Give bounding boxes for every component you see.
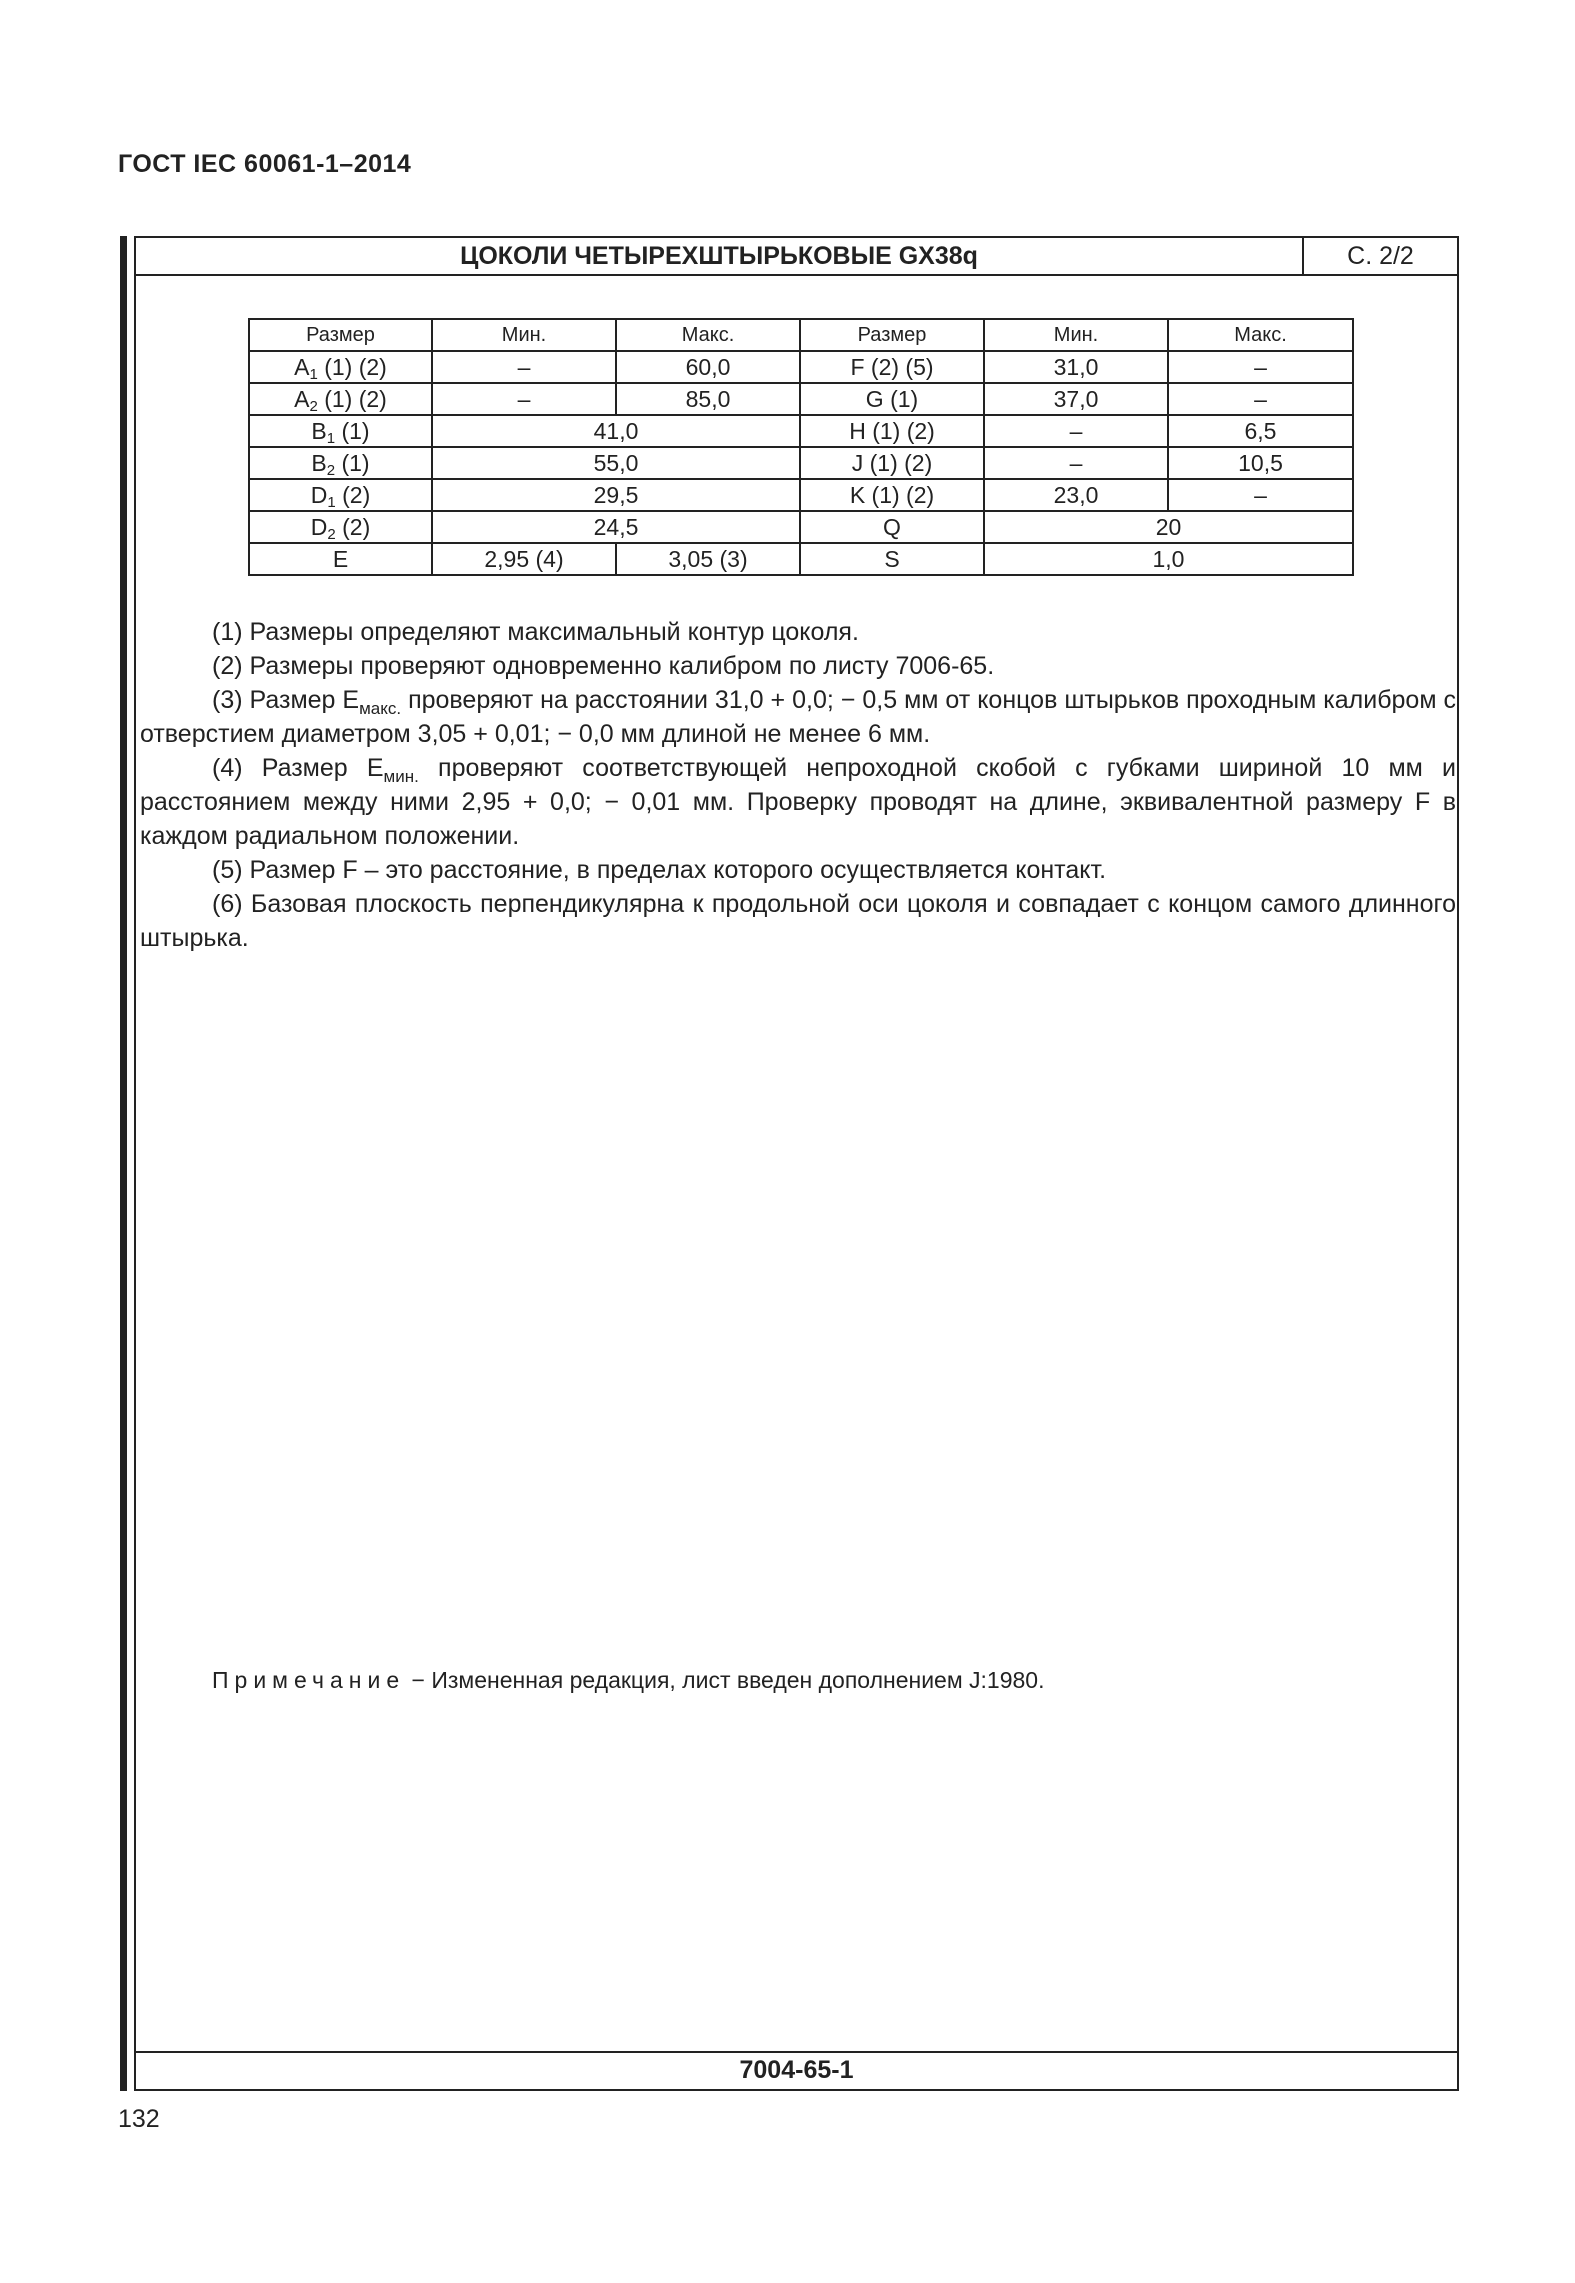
dimension-cell: Q bbox=[800, 511, 984, 543]
max-cell: 3,05 (3) bbox=[616, 543, 800, 575]
max-cell: 85,0 bbox=[616, 383, 800, 415]
min-cell: – bbox=[432, 351, 616, 383]
value-cell: 41,0 bbox=[432, 415, 800, 447]
column-header: Мин. bbox=[984, 319, 1168, 351]
max-cell: 6,5 bbox=[1168, 415, 1353, 447]
dimension-cell: G (1) bbox=[800, 383, 984, 415]
sheet-header bbox=[136, 238, 1457, 276]
table-row bbox=[249, 383, 1353, 415]
column-header: Мин. bbox=[432, 319, 616, 351]
min-cell: – bbox=[432, 383, 616, 415]
dimension-cell: $D_2$ (2) bbox=[249, 511, 432, 543]
margin-rule bbox=[120, 236, 127, 2091]
dimension-cell: K (1) (2) bbox=[800, 479, 984, 511]
table-row bbox=[249, 447, 1353, 479]
sheet-title: ЦОКОЛИ ЧЕТЫРЕХШТЫРЬКОВЫЕ GX38q bbox=[136, 238, 1304, 274]
dimension-cell: $B_2$ (1) bbox=[249, 447, 432, 479]
column-header: Макс. bbox=[1168, 319, 1353, 351]
dimension-cell: $B_1$ (1) bbox=[249, 415, 432, 447]
dimension-cell: H (1) (2) bbox=[800, 415, 984, 447]
max-cell: 60,0 bbox=[616, 351, 800, 383]
sheet-frame bbox=[134, 236, 1459, 2091]
value-cell: 20 bbox=[984, 511, 1353, 543]
dimension-cell: $A_1$ (1) (2) bbox=[249, 351, 432, 383]
column-header: Размер bbox=[249, 319, 432, 351]
min-cell: 37,0 bbox=[984, 383, 1168, 415]
value-cell: 29,5 bbox=[432, 479, 800, 511]
note-3: (3) Размер $E_{макс.}$ проверяют на расстоянии 31,0 + 0,0; − 0,5 мм от концов штырьков проходным калибром с отверстием диаметром 3,05 + 0,01; − 0,0 мм длиной не менее 6 мм. bbox=[140, 686, 1456, 748]
min-cell: 2,95 (4) bbox=[432, 543, 616, 575]
table-row bbox=[249, 351, 1353, 383]
table-row bbox=[249, 479, 1353, 511]
remark bbox=[212, 1667, 1045, 1694]
value-cell: 24,5 bbox=[432, 511, 800, 543]
table-row bbox=[249, 543, 1353, 575]
note-6: (6) Базовая плоскость перпендикулярна к продольной оси цоколя и совпадает с концом самого длинного штырька. bbox=[140, 890, 1456, 952]
dimension-cell: E bbox=[249, 543, 432, 575]
value-cell: 55,0 bbox=[432, 447, 800, 479]
page-number: 132 bbox=[118, 2105, 160, 2133]
dimension-cell: J (1) (2) bbox=[800, 447, 984, 479]
notes-section bbox=[140, 615, 1456, 955]
dimension-cell: $A_2$ (1) (2) bbox=[249, 383, 432, 415]
document-code: ГОСТ IEC 60061-1–2014 bbox=[118, 150, 412, 178]
min-cell: – bbox=[984, 415, 1168, 447]
max-cell: – bbox=[1168, 383, 1353, 415]
note-4: (4) Размер $E_{мин.}$ проверяют соответствующей непроходной скобой с губками шириной 10 мм и расстоянием между ними 2,95 + 0,0; − 0,01 мм. Проверку проводят на длине, эквивалентной размеру F в каждом радиальном положении. bbox=[140, 754, 1457, 850]
note-1: (1) Размеры определяют максимальный контур цоколя. bbox=[212, 618, 859, 646]
column-header: Макс. bbox=[616, 319, 800, 351]
dimension-cell: F (2) (5) bbox=[800, 351, 984, 383]
note-2: (2) Размеры проверяют одновременно калибром по листу 7006-65. bbox=[212, 652, 995, 680]
table-row bbox=[249, 415, 1353, 447]
sheet-footer-code: 7004-65-1 bbox=[136, 2051, 1457, 2089]
table-header-row bbox=[249, 319, 1353, 351]
sheet-page: С. 2/2 bbox=[1347, 242, 1414, 270]
dimensions-table bbox=[248, 318, 1354, 576]
max-cell: – bbox=[1168, 351, 1353, 383]
max-cell: – bbox=[1168, 479, 1353, 511]
min-cell: 23,0 bbox=[984, 479, 1168, 511]
min-cell: – bbox=[984, 447, 1168, 479]
column-header: Размер bbox=[800, 319, 984, 351]
table-row bbox=[249, 511, 1353, 543]
dimension-cell: $D_1$ (2) bbox=[249, 479, 432, 511]
max-cell: 10,5 bbox=[1168, 447, 1353, 479]
remark-label: Примечание bbox=[212, 1667, 406, 1693]
min-cell: 31,0 bbox=[984, 351, 1168, 383]
value-cell: 1,0 bbox=[984, 543, 1353, 575]
remark-text: − Измененная редакция, лист введен дополнением J:1980. bbox=[405, 1667, 1045, 1693]
note-5: (5) Размер F – это расстояние, в пределах которого осуществляется контакт. bbox=[212, 856, 1107, 884]
dimension-cell: S bbox=[800, 543, 984, 575]
